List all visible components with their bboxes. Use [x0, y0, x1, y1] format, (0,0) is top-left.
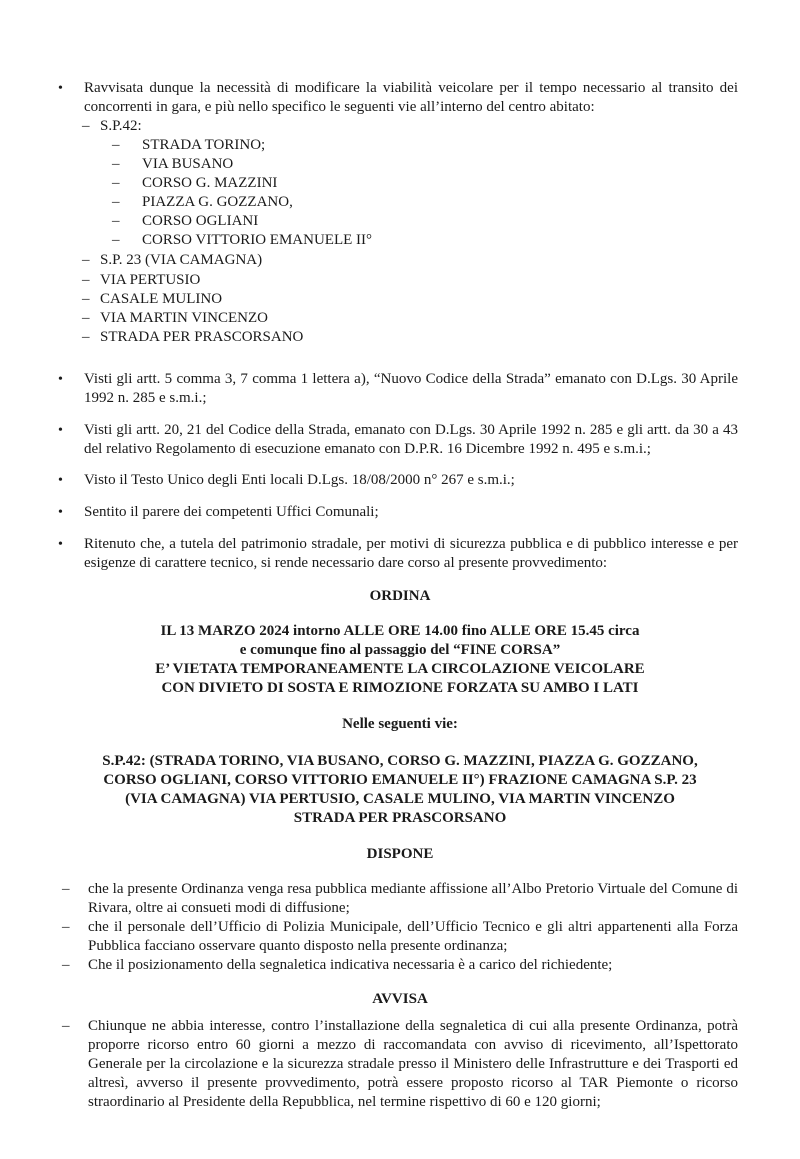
streets-line: (VIA CAMAGNA) VIA PERTUSIO, CASALE MULINO, VIA MARTIN VINCENZO [125, 791, 675, 807]
streets-line: S.P.42: (STRADA TORINO, VIA BUSANO, CORSO G. MAZZINI, PIAZZA G. GOZZANO, [102, 753, 698, 769]
ordina-line: E’ VIETATA TEMPORANEAMENTE LA CIRCOLAZIONE VEICOLARE [155, 661, 645, 677]
intro-bullet [58, 79, 738, 117]
ordina-line: IL 13 MARZO 2024 intorno ALLE ORE 14.00 fino ALLE ORE 15.45 circa [160, 623, 640, 639]
dash-marker: – [82, 118, 90, 134]
dispone-item: – che la presente Ordinanza venga resa pubblica mediante affissione all’Albo Pretorio Virtuale del Comune di Rivara, oltre ai consueti modi di diffusione; [62, 881, 738, 916]
document-page: • Ravvisata dunque la necessità di modificare la viabilità veicolare per il tempo necessario al transito dei concorrenti in gara, e più nello specifico le seguenti vie all’interno del centro abitato: – S.P.42: – STRADA TORINO; – VIA BUSANO – CORSO G. MAZZINI – PIAZZA G. GOZZANO, – CORSO OGLIANI – CORSO VITTORIO EMANUELE II° – S.P. 23 (VIA CAMAGNA) – VIA PERTUSIO – CASALE MULINO – VIA MARTIN VINCENZO – STRADA PER PRASCORSANO • Visti gli artt. 5 comma 3, 7 comma 1 lettera a), “Nuovo Codice della Strada” emanato con D.Lgs. 30 Aprile 1992 n. 285 e s.m.i.; • Visti gli artt. 20, 21 del Codice della Strada, emanato con D.Lgs. 30 Aprile 1992 n. 285 e gli artt. da 30 a 43 del relativo Regolamento di esecuzione emanato con D.P.R. 16 Dicembre 1992 n. 495 e s.m.i.; • Visto il Testo Unico degli Enti locali D.Lgs. 18/08/2000 n° 267 e s.m.i.; • Sentito il parere dei competenti Uffici Comunali; • Ritenuto che, a tutela del patrimonio stradale, per motivi di sicurezza pubblica e di pubblico interesse e per esigenze di carattere tecnico, si rende necessario dare corso al presente provvedimento: ORDINA IL 13 MARZO 2024 intorno ALLE ORE 14.00 fino ALLE ORE 15.45 circa e comunque fino al passaggio del “FINE CORSA” E’ VIETATA TEMPORANEAMENTE LA CIRCOLAZIONE VEICOLARE CON DIVIETO DI SOSTA E RIMOZIONE FORZATA SU AMBO I LATI Nelle seguenti vie: S.P.42: (STRADA TORINO, VIA BUSANO, CORSO G. MAZZINI, PIAZZA G. GOZZANO, CORSO OGLIANI, CORSO VITTORIO EMANUELE II°) FRAZIONE CAMAGNA S.P. 23 (VIA CAMAGNA) VIA PERTUSIO, CASALE MULINO, VIA MARTIN VINCENZO STRADA PER PRASCORSANO DISPONE – che la presente Ordinanza venga resa pubblica mediante affissione all’Albo Pretorio Virtuale del Comune di Rivara, oltre ai consueti modi di diffusione; – che il personale dell’Ufficio di Polizia Municipale, dell’Ufficio Tecnico e gli altri appartenenti alla Forza Pubblica facciano osservare quanto disposto nella presente ordinanza; – Che il posizionamento della segnaletica indicativa necessaria è a carico del richiedente; AVVISA – Chiunque ne abbia interesse, contro l’installazione della segnaletica di cui alla presente Ordinanza, potrà proporre ricorso entro 60 giorni a mezzo di raccomandata con avviso di ricevimento, all’Ispettorato Generale per la circolazione e la sicurezza stradale presso il Ministero delle Infrastrutture e dei Trasporti ed altresì, avverso il presente provvedimento, potrà essere proposto ricorso al TAR Piemonte o ricorso straordinario al Presidente della Repubblica, nel termine rispettivo di 60 e 120 giorni; [0, 0, 800, 1159]
intro-text: Ravvisata dunque la necessità di modificare la viabilità veicolare per il tempo necessario al transito dei concorrenti in gara, e più nello specifico le seguenti vie all’interno del centro abitato: [84, 80, 738, 115]
consideration-item: • Ritenuto che, a tutela del patrimonio stradale, per motivi di sicurezza pubblica e di pubblico interesse e per esigenze di carattere tecnico, si rende necessario dare corso al presente provvedimento: [58, 536, 738, 571]
streets-heading: Nelle seguenti vie: [342, 716, 458, 732]
consideration-item: • Sentito il parere dei competenti Uffici Comunali; [58, 504, 379, 520]
avvisa-item: – Chiunque ne abbia interesse, contro l’installazione della segnaletica di cui alla presente Ordinanza, potrà proporre ricorso entro 60 giorni a mezzo di raccomandata con avviso di ricevimento, all’Ispettorato Generale per la circolazione e la sicurezza stradale presso il Ministero delle Infrastrutture e dei Trasporti ed altresì, avverso il presente provvedimento, potrà essere proposto ricorso al TAR Piemonte o ricorso straordinario al Presidente della Repubblica, nel termine rispettivo di 60 e 120 giorni; [62, 1018, 738, 1110]
streets-line: CORSO OGLIANI, CORSO VITTORIO EMANUELE II°) FRAZIONE CAMAGNA S.P. 23 [103, 772, 697, 788]
road-label: S.P.42: [100, 118, 142, 134]
dispone-item: – che il personale dell’Ufficio di Polizia Municipale, dell’Ufficio Tecnico e gli altri appartenenti alla Forza Pubblica facciano osservare quanto disposto nella presente ordinanza; [62, 919, 738, 954]
streets-line: STRADA PER PRASCORSANO [293, 810, 507, 826]
bullet-marker: • [58, 81, 63, 96]
consideration-item: • Visto il Testo Unico degli Enti locali D.Lgs. 18/08/2000 n° 267 e s.m.i.; [58, 472, 515, 488]
ordina-line: CON DIVIETO DI SOSTA E RIMOZIONE FORZATA SU AMBO I LATI [161, 680, 639, 696]
ordina-heading: ORDINA [369, 588, 431, 604]
dispone-item: – Che il posizionamento della segnaletica indicativa necessaria è a carico del richiedente; [62, 957, 613, 973]
consideration-item: • Visti gli artt. 5 comma 3, 7 comma 1 lettera a), “Nuovo Codice della Strada” emanato con D.Lgs. 30 Aprile 1992 n. 285 e s.m.i.; [58, 371, 738, 406]
dispone-heading: DISPONE [366, 846, 434, 862]
avvisa-heading: AVVISA [372, 991, 428, 1007]
ordina-line: e comunque fino al passaggio del “FINE CORSA” [239, 642, 561, 658]
consideration-item: • Visti gli artt. 20, 21 del Codice della Strada, emanato con D.Lgs. 30 Aprile 1992 n. 285 e gli artt. da 30 a 43 del relativo Regolamento di esecuzione emanato con D.P.R. 16 Dicembre 1992 n. 495 e s.m.i.; [58, 422, 738, 457]
